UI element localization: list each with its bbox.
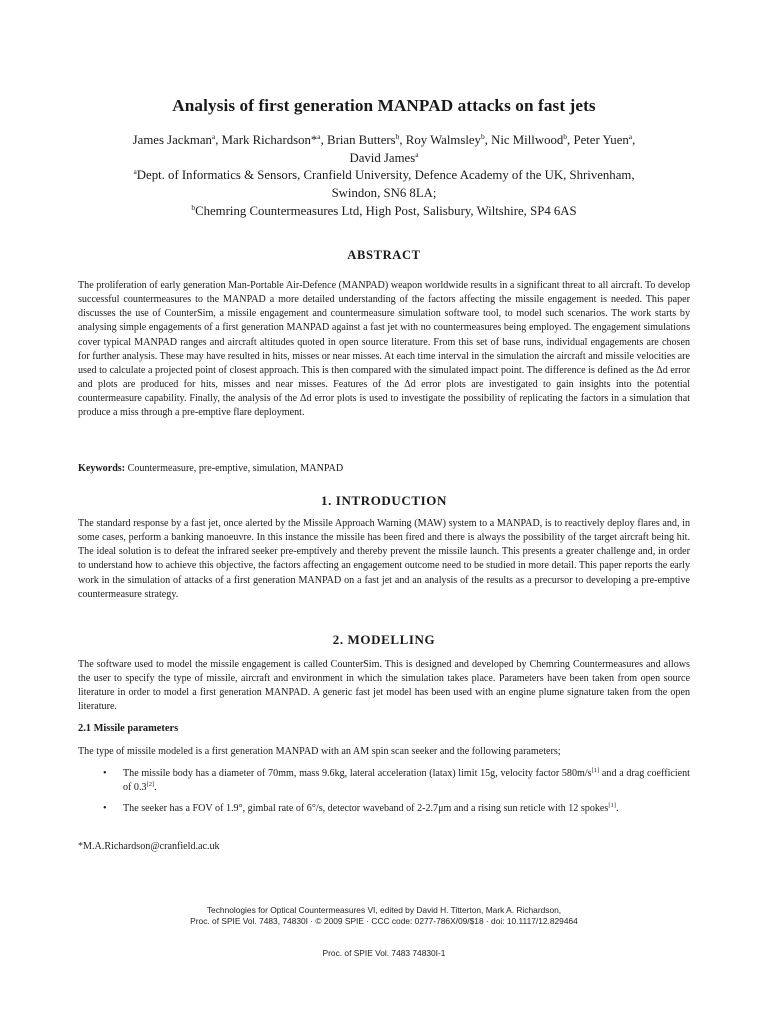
bullet-icon: •: [103, 768, 107, 779]
modelling-text: The software used to model the missile engagement is called CounterSim. This is designed and developed by Chemring Countermeasures and allows the user to specify the type of missile, aircraft and environment in which the simulation takes place. Parameters have been taken from open source literature in order to model a first generation MANPAD. A generic fast jet model has been used with an engine plume signature taken from the open literature.: [78, 659, 690, 713]
bullet-icon: •: [103, 803, 107, 815]
affiliations: [78, 166, 690, 220]
footer-line-2: Proc. of SPIE Vol. 7483, 74830I · © 2009 SPIE · CCC code: 0277-786X/09/$18 · doi: 10.1117/12.829464: [190, 916, 578, 926]
keywords: [78, 462, 690, 476]
parameter-list: [78, 767, 690, 823]
keywords-text: Countermeasure, pre-emptive, simulation, MANPAD: [125, 463, 344, 474]
subsection-heading-missile-parameters: 2.1 Missile parameters: [78, 723, 179, 734]
author: Nic Millwood$^b$,: [491, 132, 574, 147]
footer-citation: [78, 905, 690, 927]
author: Peter Yuen$^a$,: [573, 132, 636, 147]
affiliation-b: $^b$Chemring Countermeasures Ltd, High Post, Salisbury, Wiltshire, SP4 6AS: [191, 203, 577, 218]
list-item: • The seeker has a FOV of 1.9°, gimbal rate of 6°/s, detector waveband of 2-2.7μm and a rising sun reticle with 12 spokes[1].: [78, 802, 690, 816]
author-line-1: [78, 131, 690, 149]
author: Roy Walmsley$^b$,: [405, 132, 492, 147]
paper-title: Analysis of first generation MANPAD attacks on fast jets: [172, 96, 596, 115]
missile-parameters-text: The type of missile modeled is a first generation MANPAD with an AM spin scan seeker and the following parameters;: [78, 746, 561, 757]
author: James Jackman$^a$,: [132, 132, 222, 147]
keywords-label: Keywords:: [78, 463, 126, 474]
author-line-2: [78, 149, 690, 167]
author: Mark Richardson*$^a$,: [221, 132, 328, 147]
corresponding-email[interactable]: *M.A.Richardson@cranfield.ac.uk: [78, 841, 220, 852]
author-list: [78, 131, 690, 167]
author: Brian Butters$^b$,: [327, 132, 406, 147]
abstract-heading: ABSTRACT: [347, 248, 421, 262]
citation[interactable]: [2]: [146, 781, 155, 789]
section-heading-modelling: 2. MODELLING: [332, 632, 436, 647]
citation[interactable]: [1]: [608, 802, 616, 810]
affiliation-a: $^a$Dept. of Informatics & Sensors, Cranfield University, Defence Academy of the UK, Shrivenham,: [133, 167, 635, 182]
introduction-text: The standard response by a fast jet, once alerted by the Missile Approach Warning (MAW) system to a MANPAD, is to reactively deploy flares and, in some cases, perform a banking manoeuvre. In this instance the missile has been fired and there is always the possibility of the target aircraft being hit. The ideal solution is to defeat the infrared seeker pre-emptively and thereby prevent the missile launch. This presents a greater challenge and, in order to understand how to achieve this objective, the factors affecting an engagement outcome need to be studied in more detail. This paper reports the early work in the simulation of attacks of a first generation MANPAD on a fast jet and an analysis of the results as a precursor to developing a pre-emptive countermeasure strategy.: [78, 518, 690, 600]
author: David James$^a$: [349, 150, 419, 165]
section-heading-introduction: 1. INTRODUCTION: [320, 493, 447, 508]
citation[interactable]: [1]: [591, 767, 600, 774]
page-number: Proc. of SPIE Vol. 7483 74830I-1: [322, 948, 446, 958]
list-item: • The missile body has a diameter of 70mm, mass 9.6kg, lateral acceleration (latax) limit 15g, velocity factor 580m/s[1] and a drag coefficient of 0.3[2].: [103, 767, 690, 794]
footer-line-1: Technologies for Optical Countermeasures VI, edited by David H. Titterton, Mark A. Richardson,: [206, 905, 562, 915]
abstract-text: The proliferation of early generation Man-Portable Air-Defence (MANPAD) weapon worldwide results in a significant threat to all aircraft. To develop successful countermeasures to the MANPAD a more detailed understanding of the factors affecting the missile engagement is needed. This paper discusses the use of CounterSim, a missile engagement and countermeasure simulation software tool, to model such scenarios. The work starts by analysing simple engagements of a first generation MANPAD against a fast jet with no countermeasures being employed. The engagement simulations cover typical MANPAD ranges and aircraft altitudes quoted in open source literature. From this set of base runs, individual engagements are chosen for further analysis. These may have resulted in hits, misses or near misses. At each time interval in the simulation the aircraft and missile velocities are used to calculate a projected point of closest approach. This is then compared with the simulated impact point. The difference is defined as the Δd error and plots are produced for hits, misses and near misses. Features of the Δd error plots are investigated to gain insights into the potential countermeasure capability. Finally, the analysis of the Δd error plots is used to investigate the possibility of replicating the factors in a simulation that produce a miss through a pre-emptive flare deployment.: [78, 280, 690, 419]
affiliation-a-cont: Swindon, SN6 8LA;: [331, 186, 437, 200]
